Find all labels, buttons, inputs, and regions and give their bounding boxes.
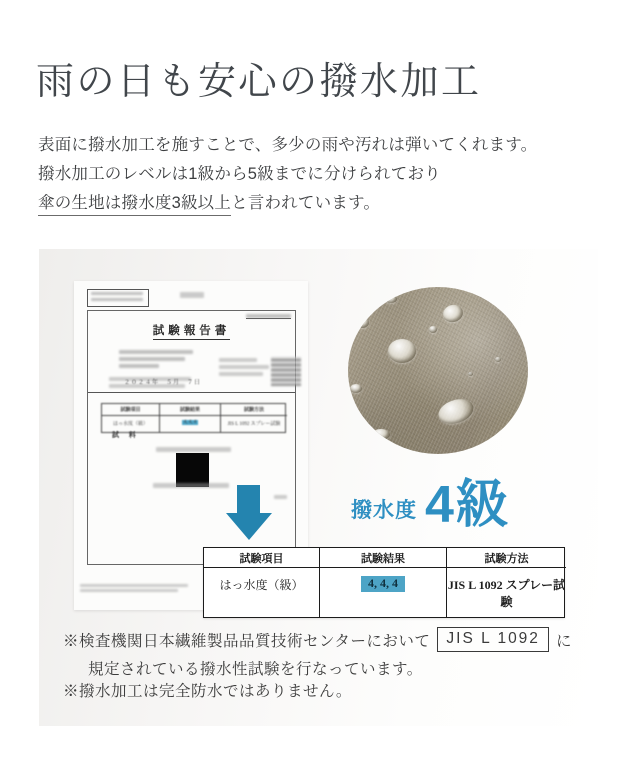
report-mini-table: 試験項目 試験結果 試験方法 はっ水度（級） 4, 4, 4 JIS L 1092 スプレー試験 bbox=[101, 403, 286, 433]
redaction-box bbox=[176, 453, 209, 487]
fabric-photo bbox=[348, 287, 528, 454]
water-droplet bbox=[350, 384, 362, 393]
water-droplet bbox=[356, 317, 369, 328]
footnote-1-prefix: ※検査機関日本繊維製品品質技術センターにおいて bbox=[63, 632, 431, 650]
content-panel bbox=[39, 249, 598, 726]
footnote-1-suffix: に bbox=[555, 632, 572, 650]
result-table bbox=[203, 547, 565, 618]
report-date: ２０２４年 ５月 ７日 bbox=[124, 380, 202, 386]
redaction-caption-bottom bbox=[153, 483, 229, 491]
result-table-header-item: 試験項目 bbox=[204, 548, 319, 568]
down-arrow-icon bbox=[226, 485, 272, 540]
report-footnote-blur bbox=[80, 584, 188, 594]
jis-standard-box: JIS L 1092 bbox=[437, 627, 549, 652]
highlighted-result: 4, 4, 4 bbox=[361, 576, 405, 592]
sample-label: 試 料 bbox=[112, 431, 140, 439]
footnote-1 bbox=[63, 627, 572, 652]
report-divider bbox=[88, 392, 295, 393]
intro-line-3-rest: と言われています。 bbox=[231, 194, 381, 212]
water-droplet bbox=[468, 372, 473, 376]
rating-value: 4級 bbox=[425, 476, 510, 534]
water-droplet bbox=[385, 295, 397, 303]
water-repellency-rating bbox=[351, 476, 510, 534]
result-table-header-method: 試験方法 bbox=[446, 548, 566, 568]
report-header-blur bbox=[180, 292, 204, 298]
footnote-2: ※撥水加工は完全防水ではありません。 bbox=[63, 683, 352, 700]
water-droplet bbox=[429, 326, 437, 333]
report-addressee-blur bbox=[119, 350, 193, 371]
intro-line-1: 表面に撥水加工を施すことで、多少の雨や汚れは弾いてくれます。 bbox=[38, 136, 538, 154]
result-table-header-result: 試験結果 bbox=[319, 548, 446, 568]
rating-label: 撥水度 bbox=[351, 499, 417, 522]
footnote-1-line2: 規定されている撥水性試験を行なっています。 bbox=[88, 661, 423, 678]
underlined-phrase: 傘の生地は撥水度3級以上 bbox=[38, 194, 231, 216]
report-notice-box bbox=[87, 289, 149, 307]
report-title: 試験報告書 bbox=[88, 322, 295, 338]
intro-line-3 bbox=[38, 189, 380, 213]
water-droplet bbox=[495, 357, 501, 362]
report-address-blur bbox=[219, 358, 269, 379]
report-qr-blur bbox=[271, 357, 301, 386]
result-table-cell-method: JIS L 1092 スプレー試験 bbox=[446, 568, 566, 617]
water-droplet bbox=[372, 429, 390, 440]
result-table-cell-result bbox=[319, 568, 446, 617]
result-table-cell-item: はっ水度（級） bbox=[219, 578, 304, 592]
report-number-blur bbox=[246, 314, 291, 319]
page-title: 雨の日も安心の撥水加工 bbox=[36, 61, 482, 103]
closing-word-blur bbox=[274, 495, 287, 502]
water-droplet bbox=[388, 339, 416, 363]
intro-line-2: 撥水加工のレベルは1級から5級までに分けられており bbox=[38, 165, 441, 183]
